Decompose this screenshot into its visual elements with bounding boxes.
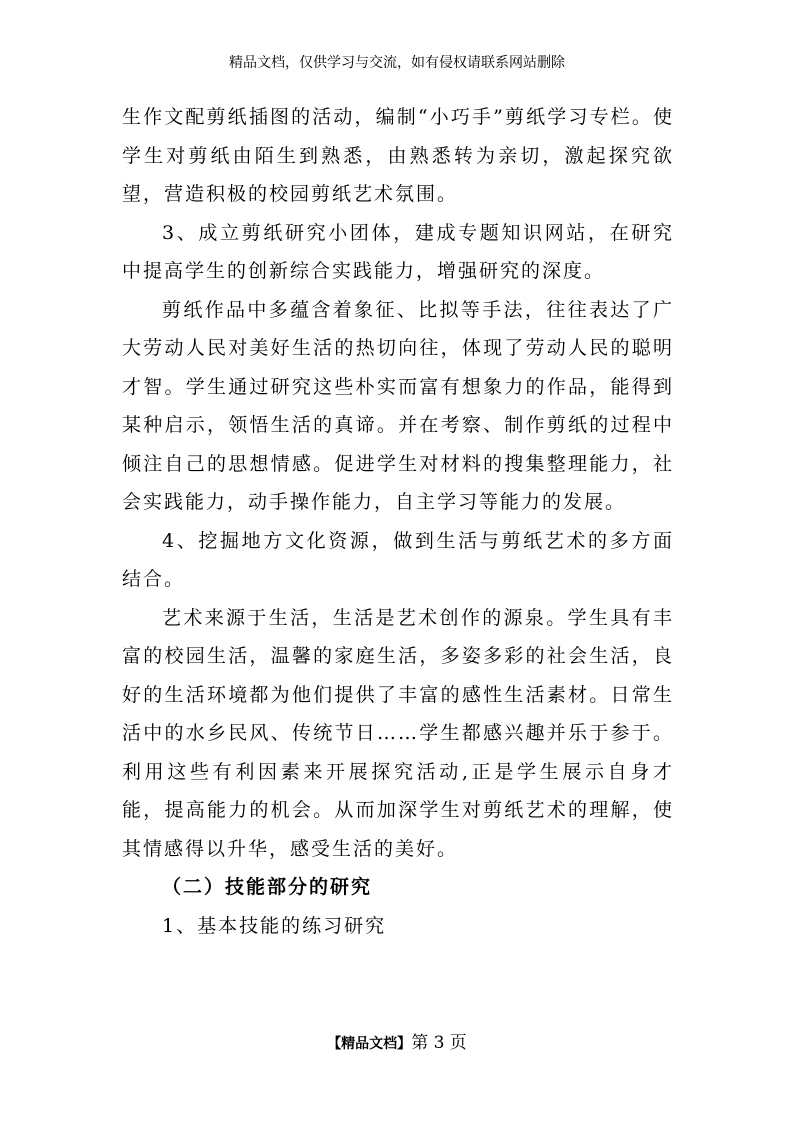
document-body <box>122 98 674 945</box>
paragraph-continuation: 生作文配剪纸插图的活动，编制“小巧手”剪纸学习专栏。使学生对剪纸由陌生到熟悉，由熟悉转为亲切，激起探究欲望，营造积极的校园剪纸艺术氛围。 <box>122 106 674 205</box>
paragraph-papercut-meaning: 剪纸作品中多蕴含着象征、比拟等手法，往往表达了广大劳动人民对美好生活的热切向往，体现了劳动人民的聪明才智。学生通过研究这些朴实而富有想象力的作品，能得到某种启示，领悟生活的真谛。并在考察、制作剪纸的过程中倾注自己的思想情感。促进学生对材料的搜集整理能力，社会实践能力，动手操作能力，自主学习等能力的发展。 <box>122 298 674 513</box>
paragraph-basic-skills: 1、基本技能的练习研究 <box>162 914 387 937</box>
page-footer <box>0 1032 794 1055</box>
page-header: 精品文档，仅供学习与交流，如有侵权请联系网站删除 <box>229 55 565 71</box>
paragraph-art-from-life: 艺术来源于生活，生活是艺术创作的源泉。学生具有丰富的校园生活，温馨的家庭生活，多姿多彩的社会生活，良好的生活环境都为他们提供了丰富的感性生活素材。日常生活中的水乡民风、传统节日……学生都感兴趣并乐于参于。利用这些有利因素来开展探究活动,正是学生展示自身才能，提高能力的机会。从而加深学生对剪纸艺术的理解，使其情感得以升华，感受生活的美好。 <box>122 606 674 860</box>
footer-tag: 【精品文档】 <box>327 1036 412 1052</box>
paragraph-item-4: 4、挖掘地方文化资源，做到生活与剪纸艺术的多方面结合。 <box>122 529 674 590</box>
page-number: 第 3 页 <box>411 1033 467 1053</box>
paragraph-item-3: 3、成立剪纸研究小团体，建成专题知识网站，在研究中提高学生的创新综合实践能力，增强研究的深度。 <box>122 221 674 282</box>
section-heading-skills: （二）技能部分的研究 <box>162 876 373 898</box>
